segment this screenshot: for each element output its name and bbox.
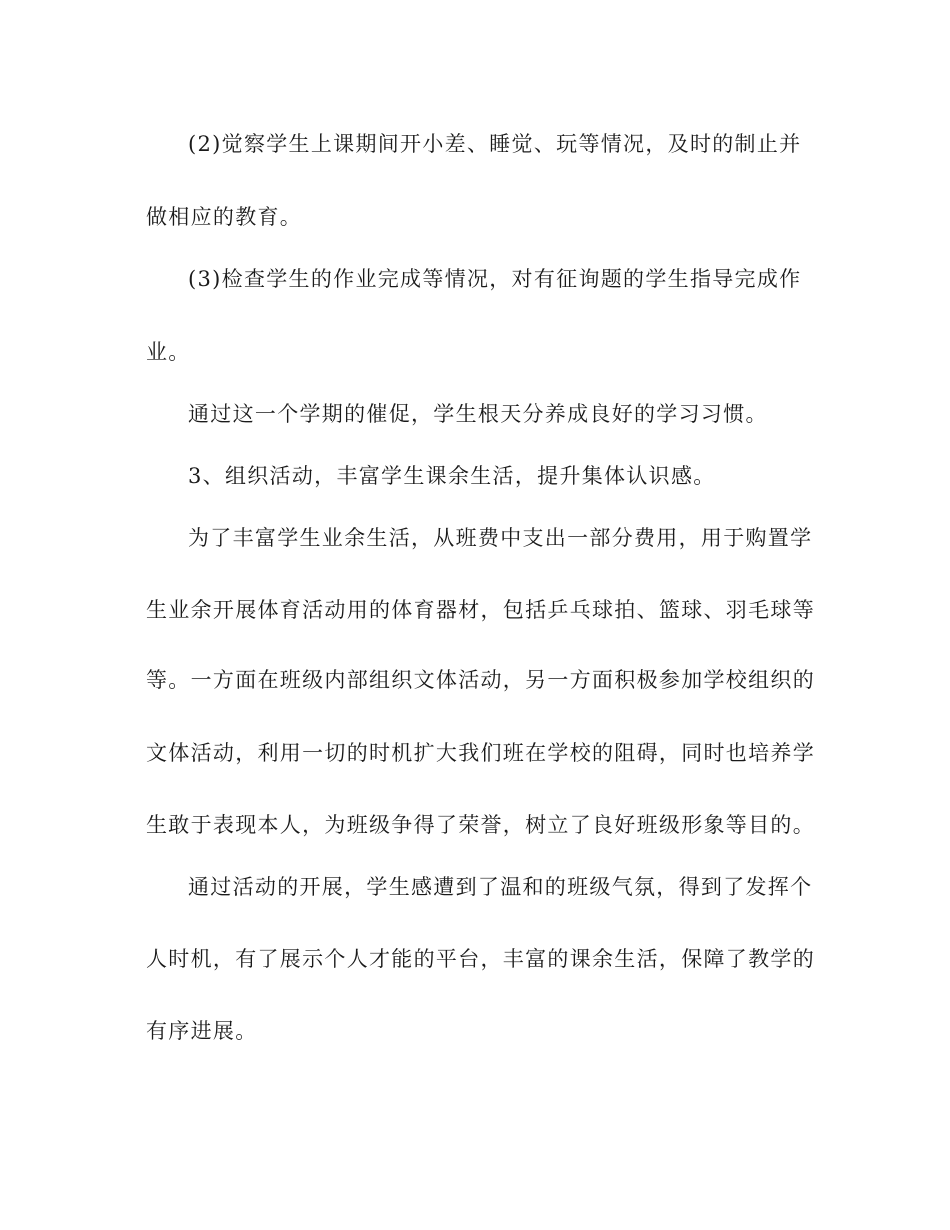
para-sports-equipment-line-4: 文体活动，利用一切的时机扩大我们班在学校的阻碍，同时也培养学 — [146, 741, 815, 765]
para-observe-students-line-1: (2)觉察学生上课期间开小差、睡觉、玩等情况，及时的制止并 — [188, 132, 802, 156]
para-observe-students-line-2: 做相应的教育。 — [146, 205, 303, 229]
para-check-homework-line-2: 业。 — [146, 340, 191, 364]
para-activity-results-line-1: 通过活动的开展，学生感遭到了温和的班级气氛，得到了发挥个 — [188, 875, 813, 899]
para-sports-equipment-line-2: 生业余开展体育活动用的体育器材，包括乒乓球拍、篮球、羽毛球等 — [146, 598, 815, 622]
para-sports-equipment-line-1: 为了丰富学生业余生活，从班费中支出一部分费用，用于购置学 — [188, 526, 813, 550]
para-check-homework-line-1: (3)检查学生的作业完成等情况，对有征询题的学生指导完成作 — [188, 267, 802, 291]
para-sports-equipment-line-5: 生敢于表现本人，为班级争得了荣誉，树立了良好班级形象等目的。 — [146, 813, 815, 837]
para-activity-results-line-2: 人时机，有了展示个人才能的平台，丰富的课余生活，保障了教学的 — [146, 947, 815, 971]
para-activity-results-line-3: 有序进展。 — [146, 1019, 258, 1043]
section-heading-activities: 3、组织活动，丰富学生课余生活，提升集体认识感。 — [188, 464, 716, 488]
para-study-habits: 通过这一个学期的催促，学生根天分养成良好的学习习惯。 — [188, 402, 768, 426]
para-sports-equipment-line-3: 等。一方面在班级内部组织文体活动，另一方面积极参加学校组织的 — [146, 668, 815, 692]
